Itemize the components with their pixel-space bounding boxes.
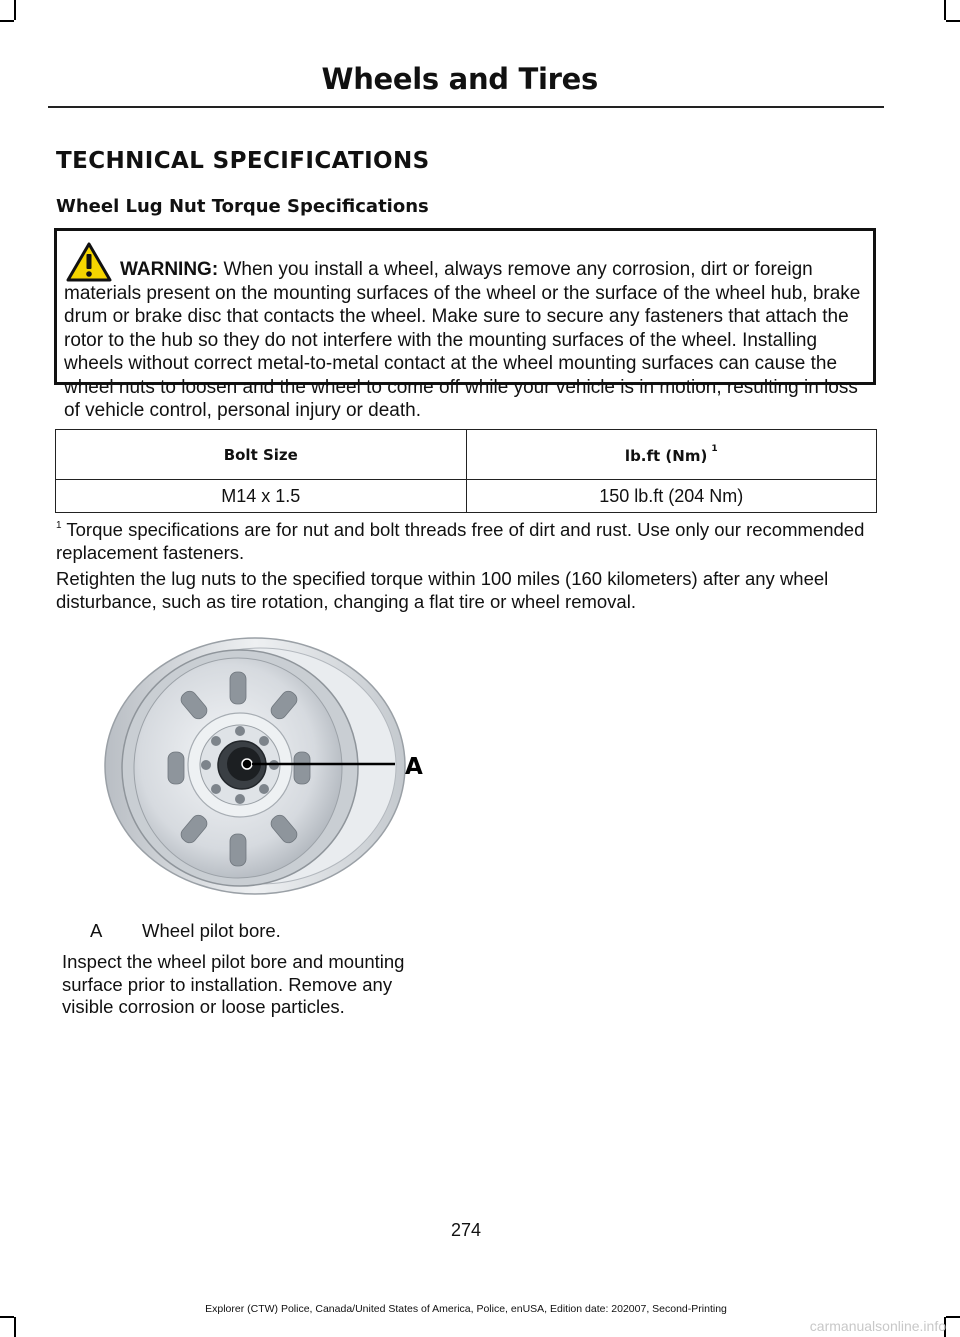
- legend-text: Wheel pilot bore.: [142, 920, 281, 941]
- page-number: 274: [450, 1220, 482, 1240]
- crop-mark: [14, 0, 16, 20]
- crop-mark: [14, 1317, 16, 1337]
- page-footer: Explorer (CTW) Police, Canada/United States of America, Police, enUSA, Edition date: 202007, Second-Printing: [205, 1303, 727, 1315]
- table-footnote: [56, 515, 886, 564]
- warning-triangle-icon: [65, 241, 113, 283]
- warning-label: WARNING:: [120, 259, 219, 280]
- figure-legend: [90, 920, 281, 942]
- table-cell-torque: 150 lb.ft (204 Nm): [466, 480, 877, 513]
- warning-box: [54, 228, 876, 421]
- table-cell-bolt-size: M14 x 1.5: [56, 480, 467, 513]
- legend-key: A: [90, 920, 103, 941]
- crop-mark: [944, 0, 946, 20]
- wheel-pilot-bore-illustration: [90, 634, 450, 898]
- table-header-footnote-marker: 1: [711, 444, 718, 454]
- crop-mark: [946, 20, 960, 22]
- inspect-paragraph: Inspect the wheel pilot bore and mounting surface prior to installation. Remove any visible corrosion or loose particles.: [62, 951, 405, 1017]
- footnote-text: Torque specifications are for nut and bolt threads free of dirt and rust. Use only our recommended replacement fasteners.: [56, 519, 865, 563]
- header-divider: [48, 106, 884, 108]
- section-title: TECHNICAL SPECIFICATIONS: [56, 148, 430, 174]
- warning-text: When you install a wheel, always remove any corrosion, dirt or foreign materials present on the mounting surfaces of the wheel or the surface of the wheel hub, brake drum or brake disc that contacts the wheel. Make sure to secure any fasteners that attach the rotor to the hub so they do not interfere with the mounting surfaces of the wheel. Installing wheels without correct metal-to-metal contact at the wheel mounting surfaces can cause the wheel nuts to loosen and the wheel to come off while your vehicle is in motion, resulting in loss of vehicle control, personal injury or death.: [64, 259, 861, 421]
- crop-mark: [0, 20, 14, 22]
- watermark: carmanualsonline.info: [809, 1318, 946, 1334]
- crop-mark: [946, 1316, 960, 1318]
- figure-callout-letter: A: [405, 754, 423, 780]
- footnote-marker: 1: [56, 520, 62, 531]
- table-header-row: [56, 430, 877, 480]
- table-row: [56, 480, 877, 513]
- table-header-torque: lb.ft (Nm) $^1$: [466, 430, 877, 480]
- table-header-bolt-size: Bolt Size: [56, 430, 467, 480]
- page-header-title: Wheels and Tires: [321, 62, 598, 96]
- retighten-paragraph: Retighten the lug nuts to the specified torque within 100 miles (160 kilometers) after any wheel disturbance, such as tire rotation, changing a flat tire or wheel removal.: [56, 568, 829, 612]
- torque-spec-table: [55, 429, 877, 513]
- crop-mark: [0, 1316, 14, 1318]
- subsection-title: Wheel Lug Nut Torque Specifications: [56, 196, 429, 217]
